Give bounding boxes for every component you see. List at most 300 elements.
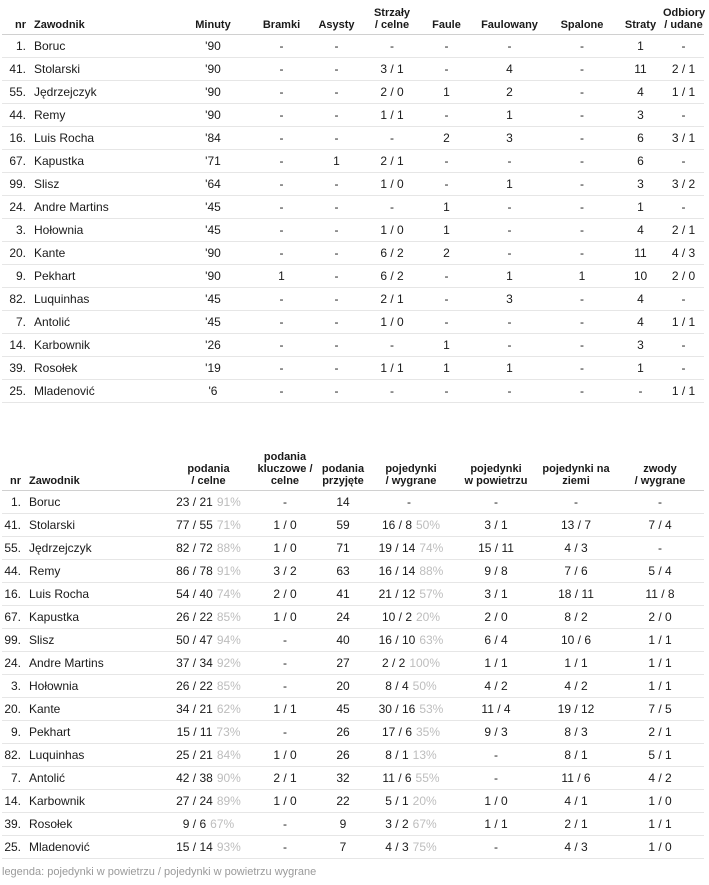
cell-offsides: -	[546, 195, 618, 218]
header-passes: podania / celne	[167, 448, 250, 490]
cell-key-passes: -	[250, 651, 320, 674]
cell-fouls: -	[420, 264, 473, 287]
cell-duels	[366, 697, 456, 720]
cell-key-passes: 2 / 1	[250, 766, 320, 789]
passing-duels-table	[2, 448, 704, 859]
cell-player: Luis Rocha	[32, 126, 172, 149]
cell-air-duels: 9 / 8	[456, 559, 536, 582]
passes-value: 15 / 11	[176, 724, 213, 739]
passes-value: 37 / 34	[176, 655, 213, 670]
cell-nr: 82.	[2, 743, 27, 766]
cell-key-passes: 1 / 0	[250, 743, 320, 766]
table-row	[2, 264, 704, 287]
cell-tackles: 1 / 1	[663, 80, 704, 103]
cell-fouls: -	[420, 149, 473, 172]
header-tackles: Odbiory / udane	[663, 2, 704, 34]
header-fouls: Faule	[420, 2, 473, 34]
cell-fouls: -	[420, 34, 473, 57]
table-row	[2, 674, 704, 697]
table-row	[2, 218, 704, 241]
cell-dribbles: 2 / 1	[616, 720, 704, 743]
cell-received: 32	[320, 766, 366, 789]
passes-pct: 74%	[216, 586, 241, 601]
header-nr: nr	[2, 448, 27, 490]
cell-player: Boruc	[27, 490, 167, 513]
cell-player: Jędrzejczyk	[27, 536, 167, 559]
passes-pct: 91%	[216, 494, 241, 509]
cell-player: Boruc	[32, 34, 172, 57]
cell-dribbles: 7 / 4	[616, 513, 704, 536]
cell-nr: 99.	[2, 172, 32, 195]
duels-value: 3 / 2	[385, 816, 409, 831]
cell-air-duels: 9 / 3	[456, 720, 536, 743]
cell-tackles: 3 / 2	[663, 172, 704, 195]
cell-shots: -	[364, 126, 420, 149]
duels-pct: 20%	[412, 793, 437, 808]
cell-tackles: -	[663, 195, 704, 218]
cell-offsides: -	[546, 333, 618, 356]
cell-offsides: -	[546, 172, 618, 195]
cell-goals: -	[254, 241, 309, 264]
cell-passes	[167, 674, 250, 697]
cell-player: Luquinhas	[32, 287, 172, 310]
cell-duels	[366, 835, 456, 858]
cell-minutes: '45	[172, 310, 254, 333]
table-row	[2, 490, 704, 513]
cell-goals: -	[254, 149, 309, 172]
cell-received: 40	[320, 628, 366, 651]
cell-passes	[167, 720, 250, 743]
cell-duels	[366, 605, 456, 628]
cell-dribbles: 5 / 4	[616, 559, 704, 582]
cell-shots: 1 / 1	[364, 356, 420, 379]
cell-fouls: 2	[420, 241, 473, 264]
cell-offsides: 1	[546, 264, 618, 287]
duels-value: 21 / 12	[378, 586, 416, 601]
duels-pct: 88%	[419, 563, 444, 578]
cell-key-passes: 1 / 0	[250, 536, 320, 559]
cell-fouls: -	[420, 172, 473, 195]
cell-assists: -	[309, 356, 364, 379]
duels-pct: 100%	[409, 655, 441, 670]
cell-duels	[366, 536, 456, 559]
duels-value: 16 / 14	[378, 563, 416, 578]
passes-pct: 71%	[216, 517, 241, 532]
table-row	[2, 743, 704, 766]
cell-player: Stolarski	[27, 513, 167, 536]
cell-losses: 11	[618, 241, 663, 264]
cell-ground-duels: 18 / 11	[536, 582, 616, 605]
passes-pct: 93%	[216, 839, 241, 854]
cell-fouls: 1	[420, 356, 473, 379]
cell-losses: 6	[618, 149, 663, 172]
match-stats-table	[2, 2, 704, 403]
cell-ground-duels: 10 / 6	[536, 628, 616, 651]
passes-pct: 85%	[216, 678, 241, 693]
passes-value: 27 / 24	[176, 793, 213, 808]
cell-air-duels: 2 / 0	[456, 605, 536, 628]
passes-value: 82 / 72	[176, 540, 213, 555]
cell-goals: -	[254, 80, 309, 103]
cell-nr: 44.	[2, 103, 32, 126]
cell-offsides: -	[546, 80, 618, 103]
cell-duels	[366, 743, 456, 766]
cell-key-passes: -	[250, 674, 320, 697]
cell-passes	[167, 835, 250, 858]
cell-air-duels: 3 / 1	[456, 513, 536, 536]
cell-duels	[366, 582, 456, 605]
cell-air-duels: -	[456, 743, 536, 766]
header-offsides: Spalone	[546, 2, 618, 34]
duels-value: 8 / 4	[385, 678, 409, 693]
duels-value: 19 / 14	[378, 540, 416, 555]
cell-player: Antolić	[27, 766, 167, 789]
cell-air-duels: -	[456, 766, 536, 789]
header-nr: nr	[2, 2, 32, 34]
passes-pct: 88%	[216, 540, 241, 555]
cell-dribbles: 1 / 0	[616, 835, 704, 858]
table-row	[2, 34, 704, 57]
cell-dribbles: 4 / 2	[616, 766, 704, 789]
cell-ground-duels: 2 / 1	[536, 812, 616, 835]
cell-player: Antolić	[32, 310, 172, 333]
cell-dribbles: 1 / 1	[616, 628, 704, 651]
cell-player: Pekhart	[27, 720, 167, 743]
header-received: podania przyjęte	[320, 448, 366, 490]
cell-tackles: -	[663, 103, 704, 126]
cell-minutes: '90	[172, 241, 254, 264]
table-row	[2, 835, 704, 858]
cell-shots: 3 / 1	[364, 57, 420, 80]
cell-nr: 3.	[2, 218, 32, 241]
cell-ground-duels: 8 / 3	[536, 720, 616, 743]
cell-shots: 1 / 0	[364, 172, 420, 195]
passes-value: 9 / 6	[182, 816, 207, 831]
cell-received: 9	[320, 812, 366, 835]
cell-goals: 1	[254, 264, 309, 287]
cell-dribbles: 11 / 8	[616, 582, 704, 605]
cell-tackles: -	[663, 333, 704, 356]
cell-minutes: '84	[172, 126, 254, 149]
cell-fouled: 1	[473, 264, 546, 287]
cell-received: 59	[320, 513, 366, 536]
cell-shots: 6 / 2	[364, 241, 420, 264]
cell-air-duels: -	[456, 835, 536, 858]
header-duels: pojedynki / wygrane	[366, 448, 456, 490]
cell-air-duels: 15 / 11	[456, 536, 536, 559]
table-row	[2, 241, 704, 264]
cell-minutes: '45	[172, 218, 254, 241]
table-row	[2, 559, 704, 582]
table-row	[2, 720, 704, 743]
passes-pct: 62%	[216, 701, 241, 716]
cell-ground-duels: 4 / 3	[536, 835, 616, 858]
cell-nr: 44.	[2, 559, 27, 582]
cell-offsides: -	[546, 356, 618, 379]
table-row	[2, 697, 704, 720]
cell-passes	[167, 605, 250, 628]
cell-assists: -	[309, 218, 364, 241]
cell-duels	[366, 720, 456, 743]
cell-losses: 3	[618, 172, 663, 195]
cell-losses: 11	[618, 57, 663, 80]
duels-value: 30 / 16	[378, 701, 416, 716]
cell-dribbles: 1 / 1	[616, 674, 704, 697]
table-row	[2, 379, 704, 402]
cell-fouled: 1	[473, 356, 546, 379]
table-row	[2, 356, 704, 379]
table-row	[2, 310, 704, 333]
cell-losses: -	[618, 379, 663, 402]
table-row	[2, 172, 704, 195]
cell-nr: 39.	[2, 812, 27, 835]
cell-assists: -	[309, 57, 364, 80]
cell-nr: 3.	[2, 674, 27, 697]
cell-goals: -	[254, 57, 309, 80]
cell-ground-duels: 4 / 3	[536, 536, 616, 559]
cell-offsides: -	[546, 379, 618, 402]
duels-value: 10 / 2	[381, 609, 412, 624]
cell-air-duels: -	[456, 490, 536, 513]
cell-losses: 4	[618, 287, 663, 310]
table-row	[2, 126, 704, 149]
cell-tackles: -	[663, 287, 704, 310]
duels-pct: 35%	[416, 724, 441, 739]
cell-fouled: 4	[473, 57, 546, 80]
cell-fouled: -	[473, 379, 546, 402]
cell-received: 45	[320, 697, 366, 720]
cell-offsides: -	[546, 241, 618, 264]
cell-tackles: 2 / 1	[663, 218, 704, 241]
cell-goals: -	[254, 379, 309, 402]
cell-passes	[167, 812, 250, 835]
header-losses: Straty	[618, 2, 663, 34]
passes-value: 42 / 38	[176, 770, 213, 785]
cell-nr: 16.	[2, 126, 32, 149]
cell-nr: 25.	[2, 835, 27, 858]
cell-assists: -	[309, 80, 364, 103]
cell-dribbles: 5 / 1	[616, 743, 704, 766]
cell-shots: 6 / 2	[364, 264, 420, 287]
cell-minutes: '45	[172, 195, 254, 218]
cell-key-passes: -	[250, 812, 320, 835]
cell-minutes: '90	[172, 264, 254, 287]
cell-received: 22	[320, 789, 366, 812]
passes-pct: 73%	[216, 724, 241, 739]
header-air-duels: pojedynki w powietrzu	[456, 448, 536, 490]
cell-minutes: '6	[172, 379, 254, 402]
cell-player: Andre Martins	[32, 195, 172, 218]
cell-received: 27	[320, 651, 366, 674]
cell-player: Hołownia	[27, 674, 167, 697]
cell-nr: 1.	[2, 490, 27, 513]
cell-duels	[366, 651, 456, 674]
cell-ground-duels: 8 / 2	[536, 605, 616, 628]
cell-shots: -	[364, 34, 420, 57]
cell-nr: 82.	[2, 287, 32, 310]
cell-minutes: '19	[172, 356, 254, 379]
cell-key-passes: 1 / 0	[250, 605, 320, 628]
cell-key-passes: 1 / 0	[250, 513, 320, 536]
cell-nr: 20.	[2, 697, 27, 720]
table-row	[2, 766, 704, 789]
header-ground-duels: pojedynki na ziemi	[536, 448, 616, 490]
cell-goals: -	[254, 218, 309, 241]
cell-passes	[167, 490, 250, 513]
cell-goals: -	[254, 310, 309, 333]
table-row	[2, 195, 704, 218]
table-row	[2, 103, 704, 126]
cell-player: Luquinhas	[27, 743, 167, 766]
cell-assists: -	[309, 333, 364, 356]
table-row	[2, 789, 704, 812]
cell-player: Kante	[32, 241, 172, 264]
passes-pct: 84%	[216, 747, 241, 762]
cell-losses: 4	[618, 310, 663, 333]
duels-pct: 74%	[419, 540, 444, 555]
cell-fouled: 1	[473, 172, 546, 195]
cell-passes	[167, 697, 250, 720]
cell-fouled: 3	[473, 287, 546, 310]
cell-player: Kante	[27, 697, 167, 720]
header-goals: Bramki	[254, 2, 309, 34]
cell-player: Luis Rocha	[27, 582, 167, 605]
cell-nr: 9.	[2, 264, 32, 287]
cell-player: Kapustka	[32, 149, 172, 172]
cell-fouls: 1	[420, 333, 473, 356]
cell-duels	[366, 789, 456, 812]
cell-goals: -	[254, 172, 309, 195]
cell-dribbles: 1 / 1	[616, 812, 704, 835]
cell-air-duels: 1 / 1	[456, 812, 536, 835]
cell-player: Kapustka	[27, 605, 167, 628]
cell-dribbles: 1 / 1	[616, 651, 704, 674]
cell-minutes: '26	[172, 333, 254, 356]
cell-shots: 2 / 1	[364, 149, 420, 172]
passes-value: 77 / 55	[176, 517, 213, 532]
passes-pct: 92%	[216, 655, 241, 670]
cell-ground-duels: 13 / 7	[536, 513, 616, 536]
cell-received: 26	[320, 743, 366, 766]
cell-key-passes: -	[250, 490, 320, 513]
cell-fouled: 2	[473, 80, 546, 103]
cell-assists: -	[309, 310, 364, 333]
legend-note: legenda: pojedynki w powietrzu / pojedynki w powietrzu wygrane	[2, 866, 317, 878]
cell-fouls: -	[420, 287, 473, 310]
duels-value: 11 / 6	[382, 770, 412, 785]
cell-losses: 1	[618, 34, 663, 57]
cell-duels	[366, 513, 456, 536]
cell-player: Slisz	[32, 172, 172, 195]
cell-assists: 1	[309, 149, 364, 172]
cell-nr: 7.	[2, 310, 32, 333]
cell-losses: 6	[618, 126, 663, 149]
cell-ground-duels: 19 / 12	[536, 697, 616, 720]
passes-value: 50 / 47	[176, 632, 213, 647]
cell-dribbles: 2 / 0	[616, 605, 704, 628]
duels-pct: 53%	[419, 701, 444, 716]
cell-dribbles: -	[616, 536, 704, 559]
duels-pct: 20%	[416, 609, 441, 624]
duels-value: 5 / 1	[385, 793, 409, 808]
cell-received: 20	[320, 674, 366, 697]
cell-fouled: -	[473, 218, 546, 241]
duels-value: -	[407, 494, 411, 509]
cell-goals: -	[254, 333, 309, 356]
cell-fouled: -	[473, 149, 546, 172]
cell-nr: 55.	[2, 536, 27, 559]
duels-pct: 63%	[419, 632, 444, 647]
cell-key-passes: 2 / 0	[250, 582, 320, 605]
duels-pct: 50%	[416, 517, 441, 532]
cell-tackles: 1 / 1	[663, 379, 704, 402]
cell-goals: -	[254, 126, 309, 149]
cell-player: Mladenović	[32, 379, 172, 402]
table-row	[2, 80, 704, 103]
cell-goals: -	[254, 287, 309, 310]
cell-minutes: '45	[172, 287, 254, 310]
cell-dribbles: 1 / 0	[616, 789, 704, 812]
cell-offsides: -	[546, 103, 618, 126]
passes-value: 26 / 22	[176, 678, 213, 693]
cell-player: Remy	[27, 559, 167, 582]
cell-nr: 24.	[2, 651, 27, 674]
cell-fouled: -	[473, 34, 546, 57]
header-player: Zawodnik	[32, 2, 172, 34]
cell-goals: -	[254, 103, 309, 126]
cell-assists: -	[309, 379, 364, 402]
cell-nr: 14.	[2, 333, 32, 356]
cell-goals: -	[254, 195, 309, 218]
cell-losses: 1	[618, 356, 663, 379]
cell-shots: -	[364, 379, 420, 402]
cell-offsides: -	[546, 34, 618, 57]
cell-goals: -	[254, 356, 309, 379]
duels-pct: 55%	[415, 770, 440, 785]
cell-nr: 67.	[2, 605, 27, 628]
cell-player: Jędrzejczyk	[32, 80, 172, 103]
cell-losses: 3	[618, 333, 663, 356]
cell-assists: -	[309, 103, 364, 126]
cell-player: Rosołek	[32, 356, 172, 379]
cell-assists: -	[309, 195, 364, 218]
header-key-passes: podania kluczowe / celne	[250, 448, 320, 490]
cell-offsides: -	[546, 310, 618, 333]
cell-nr: 14.	[2, 789, 27, 812]
cell-duels	[366, 559, 456, 582]
cell-passes	[167, 582, 250, 605]
cell-offsides: -	[546, 218, 618, 241]
cell-shots: -	[364, 333, 420, 356]
cell-received: 14	[320, 490, 366, 513]
cell-passes	[167, 651, 250, 674]
header-player: Zawodnik	[27, 448, 167, 490]
cell-goals: -	[254, 34, 309, 57]
table-row	[2, 605, 704, 628]
cell-duels	[366, 490, 456, 513]
cell-minutes: '71	[172, 149, 254, 172]
duels-value: 2 / 2	[381, 655, 406, 670]
cell-air-duels: 11 / 4	[456, 697, 536, 720]
cell-fouled: -	[473, 195, 546, 218]
cell-offsides: -	[546, 149, 618, 172]
cell-nr: 25.	[2, 379, 32, 402]
cell-key-passes: -	[250, 628, 320, 651]
cell-fouls: 1	[420, 218, 473, 241]
cell-received: 63	[320, 559, 366, 582]
duels-pct: 13%	[412, 747, 437, 762]
cell-fouls: -	[420, 103, 473, 126]
